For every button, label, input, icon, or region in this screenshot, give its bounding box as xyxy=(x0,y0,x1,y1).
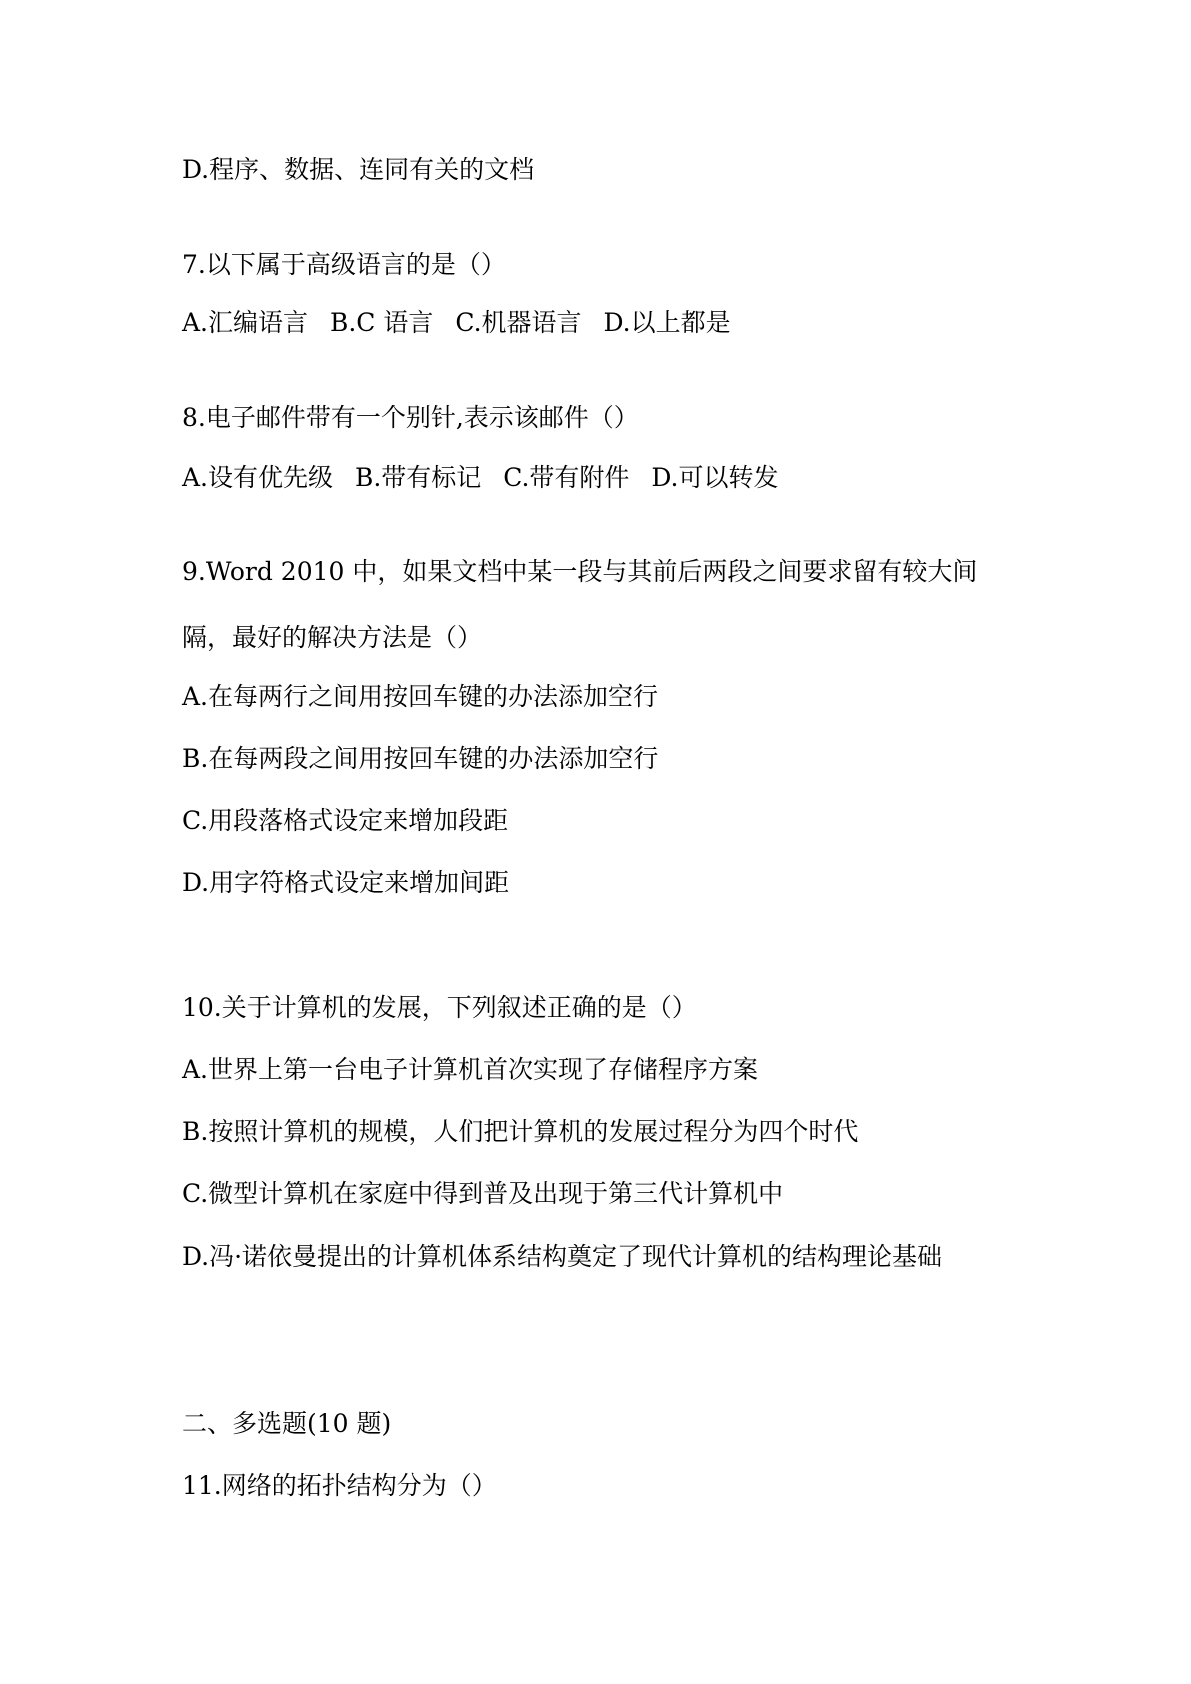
section-2-title: 二、多选题(10 题) xyxy=(182,1409,392,1438)
q7-option-d: D.以上都是 xyxy=(603,308,731,337)
q10-option-c: C.微型计算机在家庭中得到普及出现于第三代计算机中 xyxy=(182,1179,784,1208)
q9-option-c: C.用段落格式设定来增加段距 xyxy=(182,806,509,835)
q9-option-d: D.用字符格式设定来增加间距 xyxy=(182,868,510,897)
q7-options xyxy=(182,306,731,340)
q8-option-b: B.带有标记 xyxy=(354,463,482,492)
q10-option-b: B.按照计算机的规模，人们把计算机的发展过程分为四个时代 xyxy=(182,1117,859,1146)
q6-option-d: D.程序、数据、连同有关的文档 xyxy=(182,155,535,184)
q9-question-line1: 9.Word 2010 中，如果文档中某一段与其前后两段之间要求留有较大间 xyxy=(182,557,978,586)
q7-option-a: A.汇编语言 xyxy=(182,308,309,337)
q9-option-b: B.在每两段之间用按回车键的办法添加空行 xyxy=(182,744,659,773)
q10-option-a: A.世界上第一台电子计算机首次实现了存储程序方案 xyxy=(182,1055,759,1084)
q8-option-c: C.带有附件 xyxy=(503,463,630,492)
q7-option-c: C.机器语言 xyxy=(455,308,582,337)
q8-question: 8.电子邮件带有一个别针,表示该邮件（） xyxy=(182,403,639,432)
q8-option-d: D.可以转发 xyxy=(651,463,779,492)
q8-options xyxy=(182,461,779,495)
q8-option-a: A.设有优先级 xyxy=(182,463,334,492)
q11-question: 11.网络的拓扑结构分为（） xyxy=(182,1471,497,1500)
q9-option-a: A.在每两行之间用按回车键的办法添加空行 xyxy=(182,682,659,711)
q10-option-d: D.冯·诺依曼提出的计算机体系结构奠定了现代计算机的结构理论基础 xyxy=(182,1242,943,1271)
q7-option-b: B.C 语言 xyxy=(329,308,434,337)
q10-question: 10.关于计算机的发展，下列叙述正确的是（） xyxy=(182,993,697,1022)
q9-question-line2: 隔，最好的解决方法是（） xyxy=(182,623,483,652)
q7-question: 7.以下属于高级语言的是（） xyxy=(182,250,506,279)
